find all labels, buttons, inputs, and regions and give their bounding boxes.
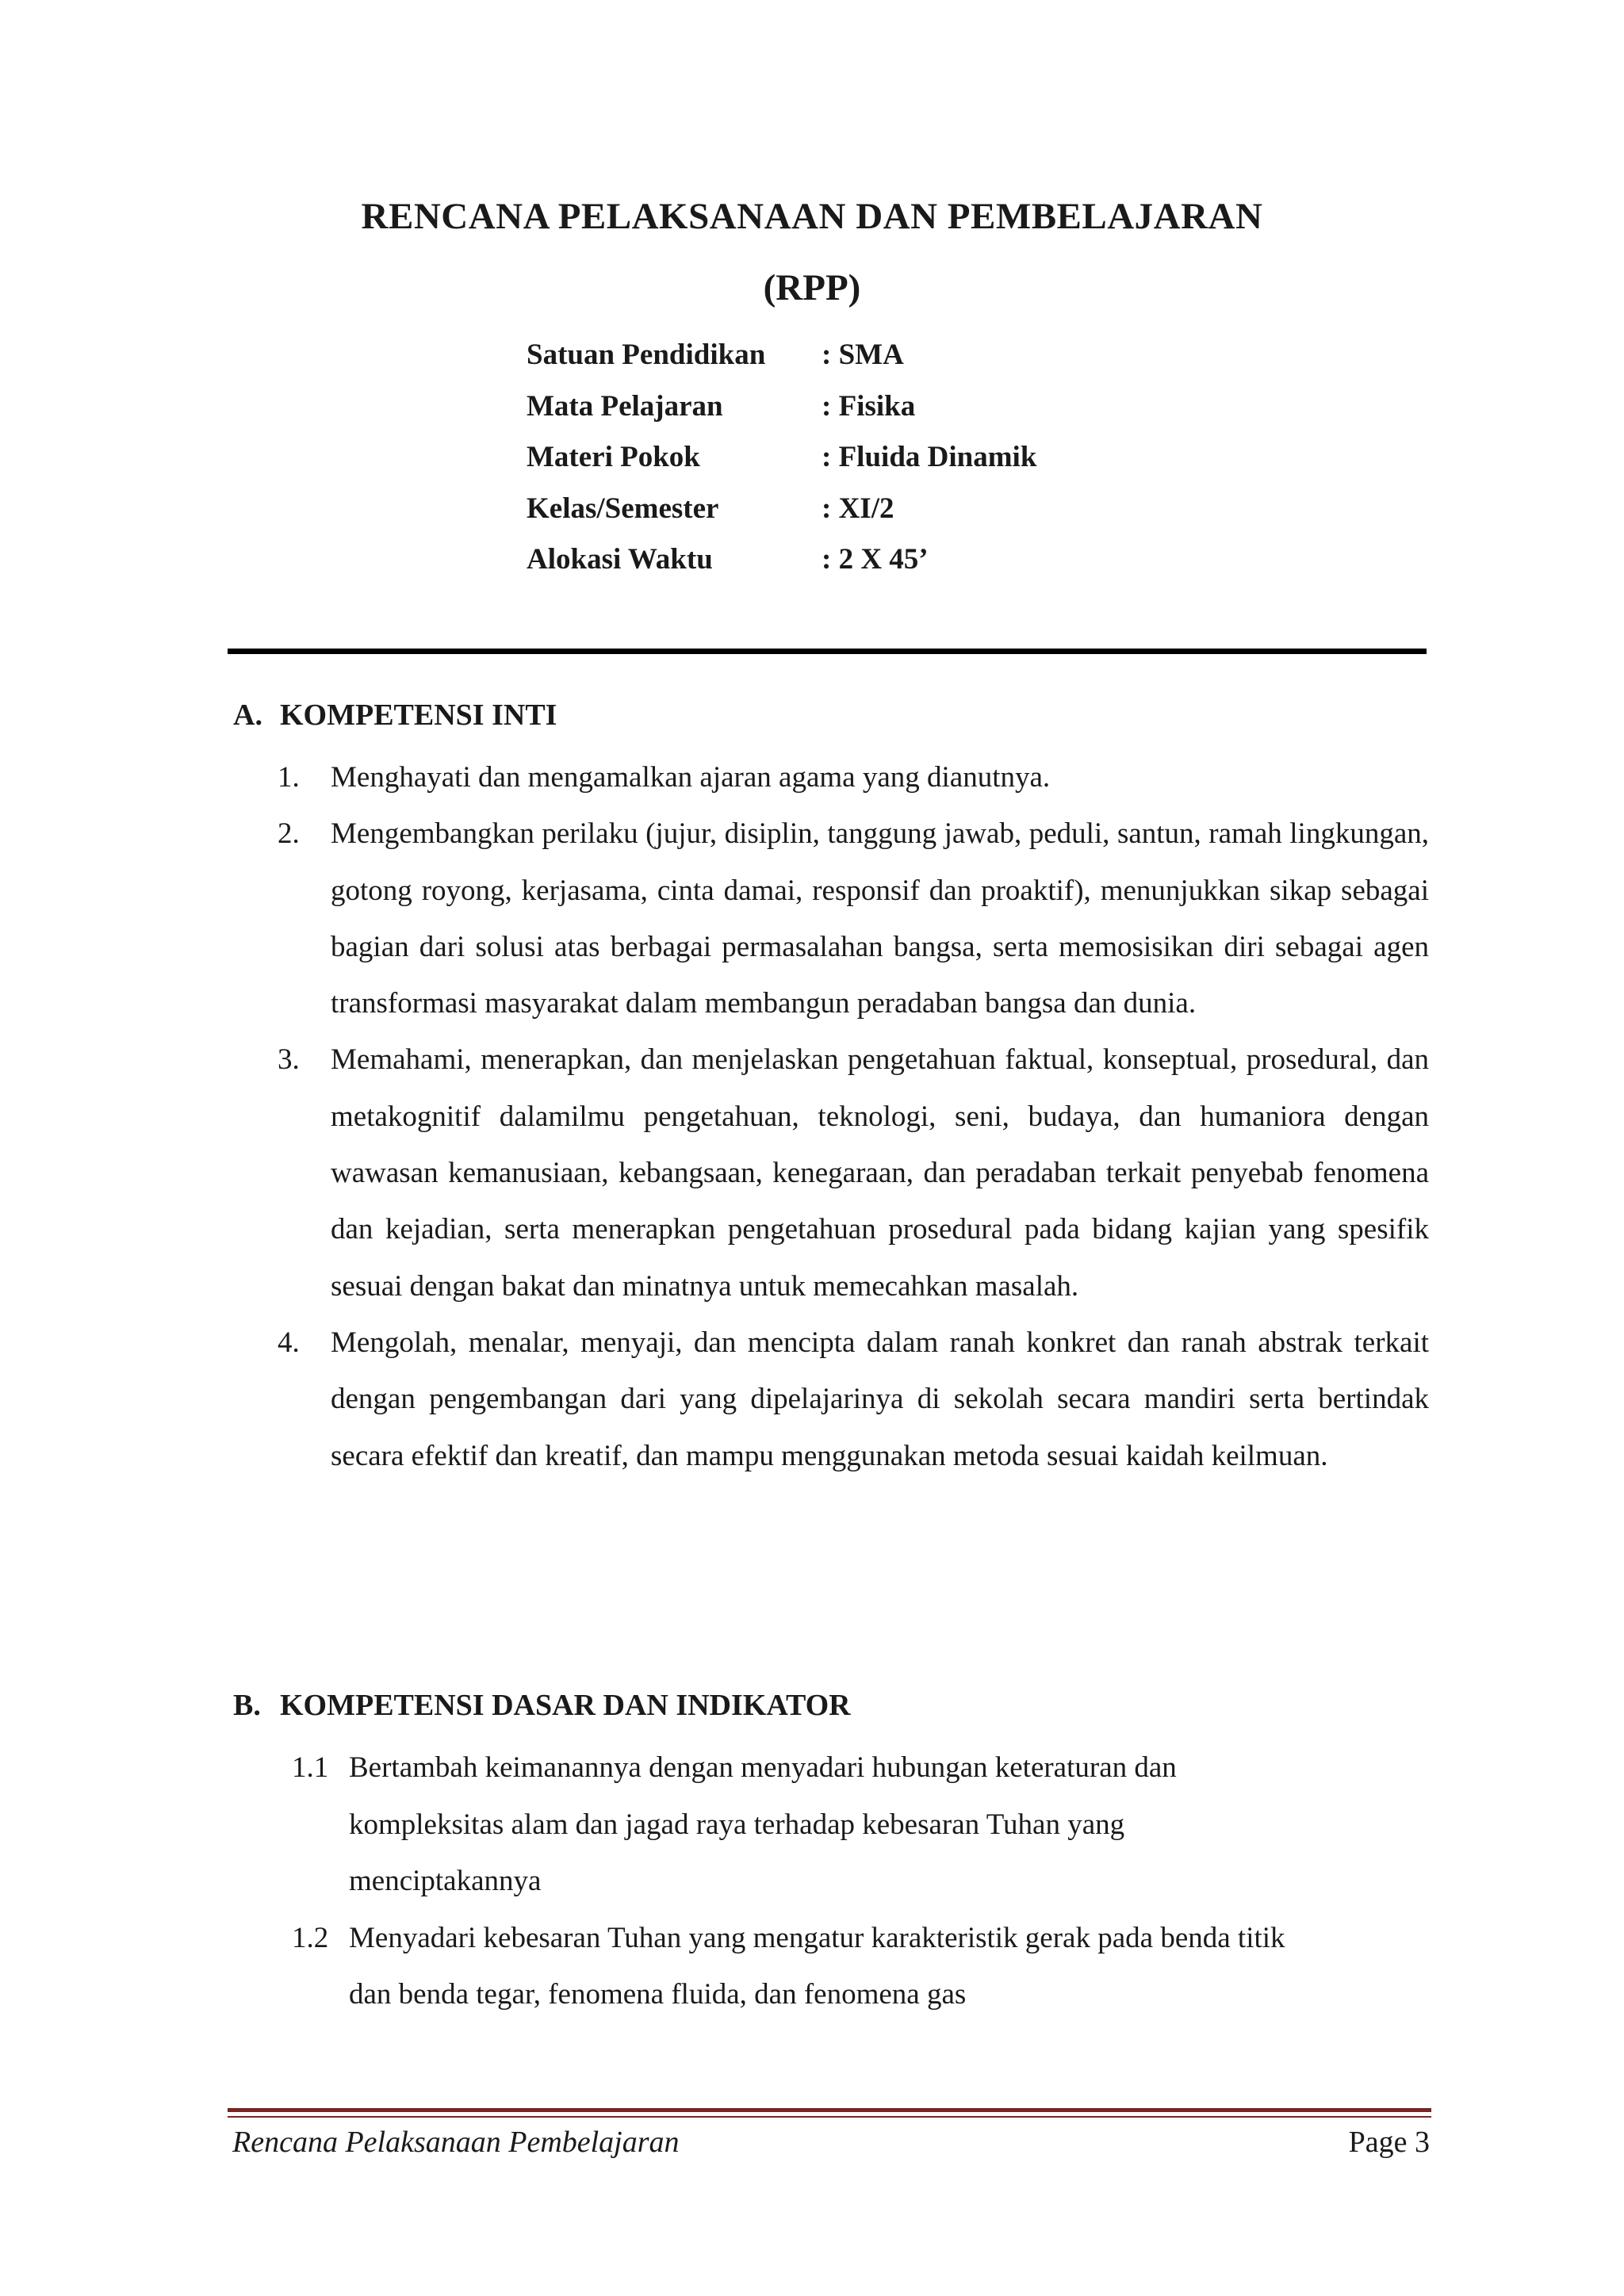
- list-item: [278, 1314, 1429, 1484]
- kompetensi-inti-list: [278, 749, 1429, 1484]
- identity-table: [527, 338, 1036, 594]
- section-b-heading: [233, 1688, 851, 1723]
- list-item: [278, 749, 1429, 806]
- footer-title: Rencana Pelaksanaan Pembelajaran: [232, 2126, 680, 2159]
- kompetensi-dasar-list: [292, 1739, 1418, 2023]
- list-number: 4.: [278, 1326, 300, 1359]
- list-item: [278, 806, 1429, 1031]
- section-a-heading: [233, 698, 557, 733]
- list-number: 1.: [278, 761, 300, 794]
- text-line: kompleksitas alam dan jagad raya terhadap kebesaran Tuhan yang: [349, 1808, 1125, 1841]
- footer-divider: [228, 2108, 1431, 2112]
- text-line: Bertambah keimanannya dengan menyadari hubungan keteraturan dan: [349, 1751, 1177, 1784]
- list-number: 3.: [278, 1043, 300, 1077]
- list-text: [349, 1739, 1418, 1910]
- identity-label: Mata Pelajaran: [527, 389, 723, 423]
- identity-row: [527, 440, 1036, 492]
- list-item: [292, 1910, 1418, 2023]
- identity-row: [527, 389, 1036, 441]
- list-text: Menghayati dan mengamalkan ajaran agama yang dianutnya.: [331, 761, 1051, 794]
- header-divider: [228, 649, 1427, 654]
- list-item: [278, 1031, 1429, 1314]
- text-line: Menyadari kebesaran Tuhan yang mengatur karakteristik gerak pada benda titik: [349, 1921, 1285, 1954]
- identity-row: [527, 338, 1036, 389]
- identity-row: [527, 492, 1036, 543]
- footer-divider-thin: [228, 2116, 1431, 2118]
- identity-label: Materi Pokok: [527, 441, 700, 473]
- identity-value: : 2 X 45’: [822, 542, 929, 576]
- identity-label: Alokasi Waktu: [527, 543, 713, 576]
- page-number: Page 3: [1348, 2126, 1430, 2159]
- list-text: [349, 1910, 1418, 2023]
- list-number: 1.2: [292, 1921, 329, 1954]
- page-title: RENCANA PELAKSANAAN DAN PEMBELAJARAN: [361, 196, 1263, 237]
- identity-value: : XI/2: [822, 492, 894, 526]
- identity-row: [527, 542, 1036, 594]
- list-text: Memahami, menerapkan, dan menjelaskan pengetahuan faktual, konseptual, prosedural, dan metakognitif dalamilmu pengetahuan, teknologi, seni, budaya, dan humaniora dengan wawasan kemanusiaan, kebangsaan, kenegaraan, dan peradaban terkait penyebab fenomena dan kejadian, serta menerapkan pengetahuan prosedural pada bidang kajian yang spesifik sesuai dengan bakat dan minatnya untuk memecahkan masalah.: [331, 1043, 1429, 1303]
- list-item: [292, 1739, 1418, 1910]
- section-letter: B.: [233, 1689, 261, 1722]
- identity-value: : Fluida Dinamik: [822, 440, 1036, 474]
- identity-value: : SMA: [822, 338, 904, 372]
- list-text: Mengembangkan perilaku (jujur, disiplin, tanggung jawab, peduli, santun, ramah lingkungan, gotong royong, kerjasama, cinta damai, responsif dan proaktif), menunjukkan sikap sebagai bagian dari solusi atas berbagai permasalahan bangsa, serta memosisikan diri sebagai agen transformasi masyarakat dalam membangun peradaban bangsa dan dunia.: [331, 817, 1429, 1020]
- section-letter: A.: [233, 698, 262, 732]
- text-line: menciptakannya: [349, 1865, 542, 1897]
- section-title: KOMPETENSI DASAR DAN INDIKATOR: [280, 1689, 851, 1722]
- list-number: 1.1: [292, 1751, 329, 1784]
- text-line: dan benda tegar, fenomena fluida, dan fenomena gas: [349, 1978, 967, 2011]
- page-subtitle: (RPP): [763, 267, 861, 308]
- list-text: Mengolah, menalar, menyaji, dan mencipta dalam ranah konkret dan ranah abstrak terkait dengan pengembangan dari yang dipelajarinya di sekolah secara mandiri serta bertindak secara efektif dan kreatif, dan mampu menggunakan metoda sesuai kaidah keilmuan.: [331, 1326, 1429, 1472]
- identity-value: : Fisika: [822, 389, 915, 423]
- identity-label: Satuan Pendidikan: [527, 339, 766, 371]
- identity-label: Kelas/Semester: [527, 492, 719, 525]
- list-number: 2.: [278, 817, 300, 851]
- section-title: KOMPETENSI INTI: [280, 698, 557, 732]
